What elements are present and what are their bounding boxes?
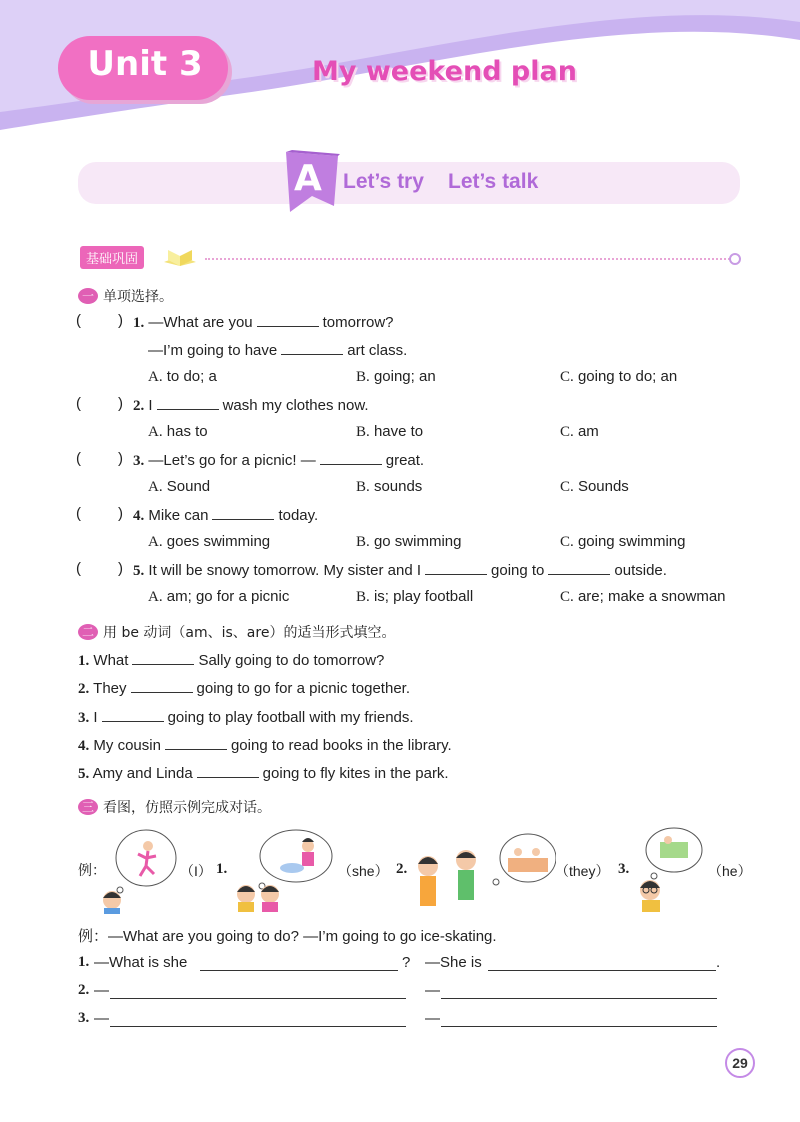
pic2-pronoun: （they） — [555, 863, 610, 879]
q4-paren: ( — [76, 505, 81, 522]
q2-paren-close: ) — [118, 395, 123, 412]
fill-item-5: 5. Amy and Linda going to fly kites in the park. — [78, 765, 449, 782]
part2-badge: 二 — [78, 624, 98, 640]
section-tag: 基础巩固 — [80, 246, 144, 269]
q3-paren-close: ) — [118, 450, 123, 467]
q5-paren: ( — [76, 560, 81, 577]
dialog3-number: 3. — [78, 1010, 90, 1026]
dialog1-answer-start: —She is — [425, 954, 482, 971]
fill-item-4: 4. My cousin going to read books in the library. — [78, 737, 452, 754]
q2-option-b[interactable]: B. have to — [356, 423, 424, 440]
q5-option-c[interactable]: C. are; make a snowman — [560, 588, 726, 605]
illustration-picnic — [410, 830, 556, 914]
example-label: 例： — [78, 862, 106, 878]
q1-paren: ( — [76, 312, 81, 329]
illustration-ice-skating — [98, 828, 180, 914]
q5-paren-close: ) — [118, 560, 123, 577]
pic3-pronoun: （he） — [708, 863, 752, 879]
q5-stem: 5. It will be snowy tomorrow. My sister and I going to outside. — [133, 562, 667, 579]
part3-title: 看图，仿照示例完成对话。 — [103, 800, 271, 816]
fill-item-2: 2. They going to go for a picnic together. — [78, 680, 410, 697]
part2-title: 用 be 动词（am、is、are）的适当形式填空。 — [103, 625, 396, 641]
q4-stem: 4. Mike can today. — [133, 507, 319, 524]
q4-option-c[interactable]: C. going swimming — [560, 533, 686, 550]
part1-badge: 一 — [78, 288, 98, 304]
q2-option-a[interactable]: A. has to — [148, 423, 208, 440]
dialog3-question-blank[interactable] — [110, 1026, 406, 1027]
q4-paren-close: ) — [118, 505, 123, 522]
illustration-reading — [632, 826, 706, 914]
dialog2-dash-b: — — [425, 982, 440, 999]
q4-option-b[interactable]: B. go swimming — [356, 533, 462, 550]
pic1-number: 1. — [216, 861, 228, 877]
dialog2-dash-a: — — [94, 982, 109, 999]
book-icon — [160, 244, 200, 268]
page-number: 29 — [725, 1048, 755, 1078]
q5-option-a[interactable]: A. am; go for a picnic — [148, 588, 290, 605]
dialog1-number: 1. — [78, 954, 90, 970]
q3-option-a[interactable]: A. Sound — [148, 478, 211, 495]
dialog3-dash-a: — — [94, 1010, 109, 1027]
q2-stem: 2. I wash my clothes now. — [133, 397, 369, 414]
dialog1-question-mark: ? — [402, 954, 411, 971]
q4-option-a[interactable]: A. goes swimming — [148, 533, 271, 550]
pic2-number: 2. — [396, 861, 408, 877]
dialog1-question-start: —What is she — [94, 954, 188, 971]
page-title: My weekend plan — [312, 56, 577, 87]
dialog1-question-blank[interactable] — [200, 970, 398, 971]
q5-option-b[interactable]: B. is; play football — [356, 588, 474, 605]
illustration-washing-clothes — [232, 828, 336, 914]
q1-option-b[interactable]: B. going; an — [356, 368, 436, 385]
tag-divider-line — [205, 258, 730, 260]
dialog2-answer-blank[interactable] — [441, 998, 717, 999]
banner-lets-try: Let’s try — [343, 170, 424, 193]
fill-item-3: 3. I going to play football with my friends. — [78, 709, 414, 726]
part3-badge: 三 — [78, 799, 98, 815]
dialog2-question-blank[interactable] — [110, 998, 406, 999]
q2-option-c[interactable]: C. am — [560, 423, 599, 440]
q2-paren: ( — [76, 395, 81, 412]
pic0-pronoun: （I） — [180, 863, 212, 879]
dialog1-answer-blank[interactable] — [488, 970, 716, 971]
dialog2-number: 2. — [78, 982, 90, 998]
example-dialogue: 例：—What are you going to do? —I’m going to go ice-skating. — [78, 928, 497, 945]
q1-paren-close: ) — [118, 312, 123, 329]
divider-end-dot — [729, 253, 741, 265]
q3-stem: 3. —Let’s go for a picnic! — great. — [133, 452, 425, 469]
q1-stem: 1. —What are you tomorrow? — [133, 314, 394, 331]
q1-option-c[interactable]: C. going to do; an — [560, 368, 678, 385]
dialog3-dash-b: — — [425, 1010, 440, 1027]
banner-letter: A — [294, 158, 322, 199]
banner-lets-talk: Let’s talk — [448, 170, 539, 193]
q1-stem-line2: —I’m going to have art class. — [148, 342, 408, 359]
fill-item-1: 1. What Sally going to do tomorrow? — [78, 652, 385, 669]
unit-label: Unit 3 — [87, 44, 203, 84]
pic1-pronoun: （she） — [338, 863, 389, 879]
q1-option-a[interactable]: A. to do; a — [148, 368, 217, 385]
q3-option-c[interactable]: C. Sounds — [560, 478, 629, 495]
q3-paren: ( — [76, 450, 81, 467]
q3-option-b[interactable]: B. sounds — [356, 478, 423, 495]
dialog3-answer-blank[interactable] — [441, 1026, 717, 1027]
pic3-number: 3. — [618, 861, 630, 877]
part1-title: 单项选择。 — [103, 289, 173, 305]
dialog1-period: . — [716, 954, 721, 971]
